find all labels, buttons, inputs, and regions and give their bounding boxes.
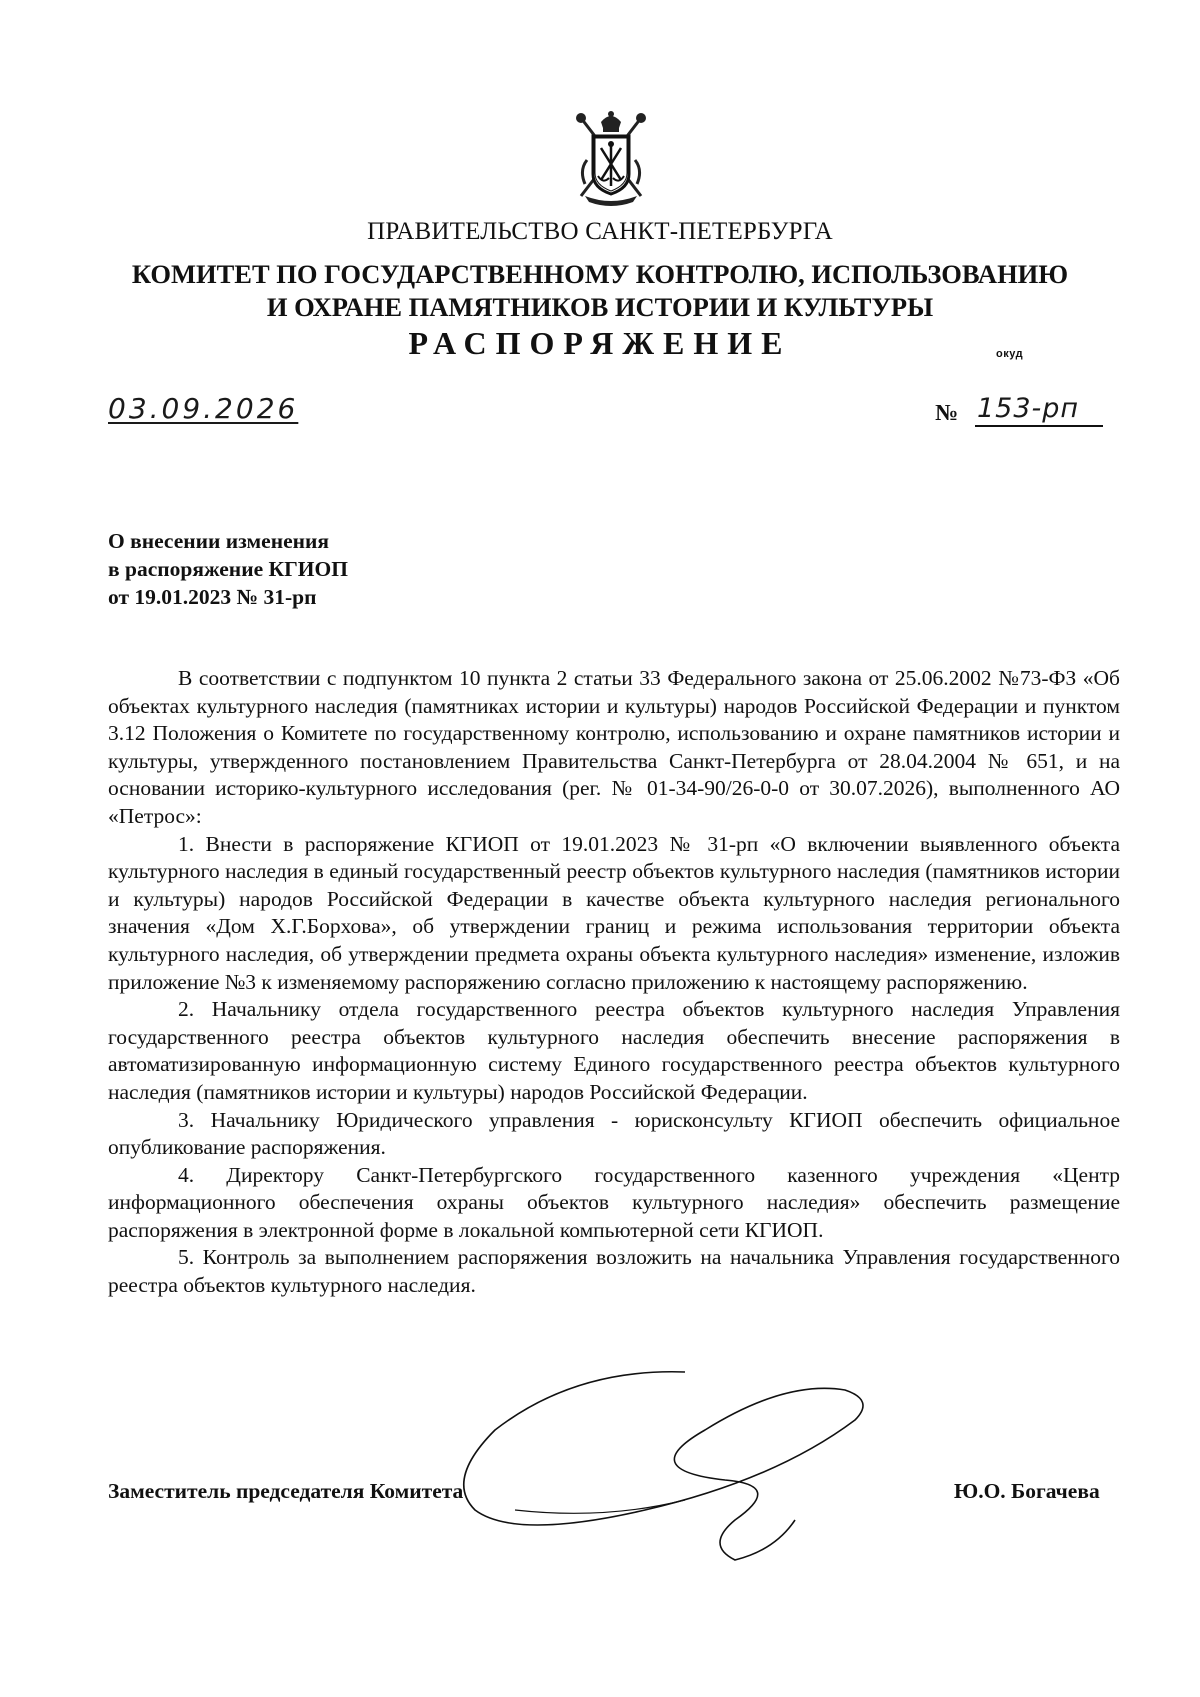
committee-heading [0,258,1200,324]
document-number [935,393,1105,429]
handwritten-number: 153-рп [977,393,1080,424]
subject-line-1: О внесении изменения [108,529,330,553]
order-item-5: 5. Контроль за выполнением распоряжения возложить на начальника Управления государственного реестра объектов культурного наследия. [108,1245,1120,1298]
signer-position: Заместитель председателя Комитета [108,1479,464,1503]
signer-name: Ю.О. Богачева [954,1479,1100,1503]
committee-heading-line-1: КОМИТЕТ ПО ГОСУДАРСТВЕННОМУ КОНТРОЛЮ, ИСПОЛЬЗОВАНИЮ [131,259,1069,289]
order-item-3: 3. Начальнику Юридического управления - юрисконсульту КГИОП обеспечить официальное опубликование распоряжения. [108,1107,1120,1160]
committee-heading-line-2: И ОХРАНЕ ПАМЯТНИКОВ ИСТОРИИ И КУЛЬТУРЫ [266,292,934,322]
order-item-2: 2. Начальнику отдела государственного реестра объектов культурного наследия Управления государственного реестра объектов культурного наследия обеспечить внесение распоряжения в автоматизированную информационную систему Единого государственного реестра объектов культурного наследия (памятников истории и культуры) народов Российской Федерации. [108,997,1120,1104]
document-date [108,392,299,426]
preamble-paragraph: В соответствии с подпунктом 10 пункта 2 статьи 33 Федерального закона от 25.06.2002 №73-ФЗ «Об объектах культурного наследия (памятниках истории и культуры) народов Российской Федерации и пунктом 3.12 Положения о Комитете по государственному контролю, использованию и охране памятников истории и культуры, утвержденного постановлением Правительства Санкт-Петербурга от 28.04.2004 № 651, и на основании историко-культурного исследования (рег. № 01-34-90/26-0-0 от 30.07.2026), выполненного АО «Петрос»: [108,666,1120,828]
document-body [108,665,1120,1300]
government-heading: ПРАВИТЕЛЬСТВО САНКТ-ПЕТЕРБУРГА [367,218,833,245]
subject-line-3: от 19.01.2023 № 31-рп [108,585,317,609]
subject-line-2: в распоряжение КГИОП [108,557,348,581]
number-underline [975,425,1103,427]
document-subject [108,527,348,611]
okud-label: окуд [996,348,1024,360]
order-item-1: 1. Внести в распоряжение КГИОП от 19.01.2023 № 31-рп «О включении выявленного объекта культурного наследия в единый государственный реестр объектов культурного наследия (памятников истории и культуры) народов Российской Федерации в качестве объекта культурного наследия регионального значения «Дом Х.Г.Борхова», об утверждении границ и режима использования территории объекта культурного наследия, об утверждении предмета охраны объекта культурного наследия» изменение, изложив приложение №3 к изменяемому распоряжению согласно приложению к настоящему распоряжению. [108,831,1120,994]
order-item-4: 4. Директору Санкт-Петербургского государственного казенного учреждения «Центр информационного обеспечения охраны объектов культурного наследия» обеспечить размещение распоряжения в электронной форме в локальной компьютерной сети КГИОП. [108,1162,1120,1242]
document-type-title: РАСПОРЯЖЕНИЕ [408,325,792,361]
number-sign: № [935,400,959,425]
handwritten-date: 03.09.2026 [108,392,299,425]
handwritten-signature [455,1360,955,1570]
coat-of-arms-icon [571,108,651,208]
